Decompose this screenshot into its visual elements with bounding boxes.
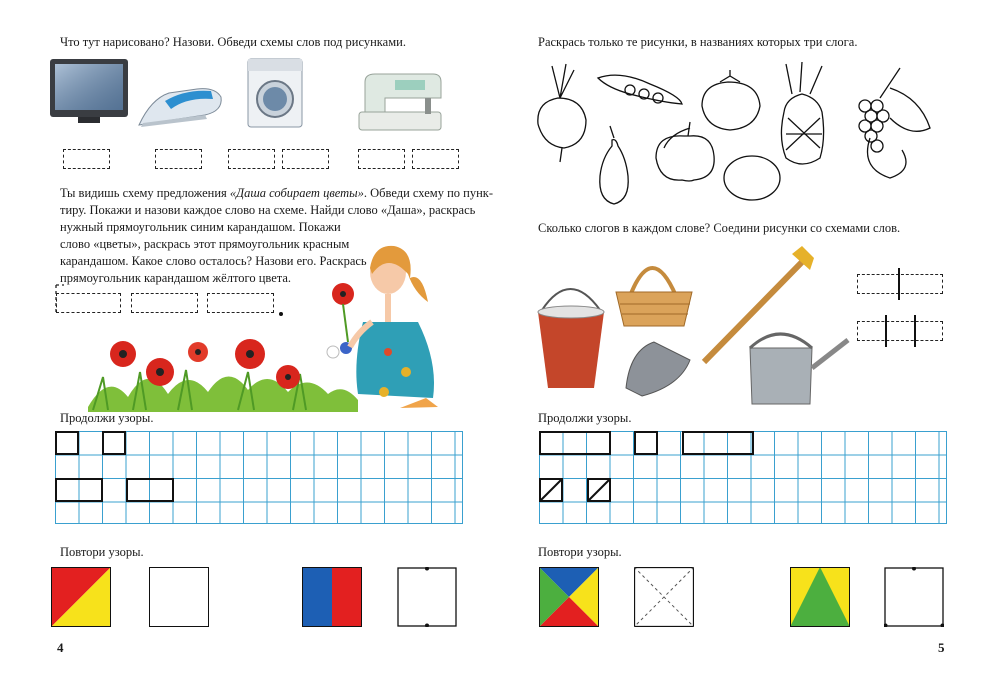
dotted-copy-square[interactable] xyxy=(884,567,944,627)
pear-icon xyxy=(600,126,628,204)
fruit-vegetable-outlines xyxy=(530,58,980,208)
two-syllable-scheme[interactable] xyxy=(857,274,943,294)
tv-icon xyxy=(48,57,130,129)
pattern-cell-rect xyxy=(682,431,754,455)
apple-icon xyxy=(656,122,714,181)
pattern-cell-rect xyxy=(126,478,174,502)
bucket-icon xyxy=(538,289,604,388)
garden-tools-illustration xyxy=(530,240,860,410)
right-repeat-patterns-label: Повтори узоры. xyxy=(538,545,622,559)
pattern-cell-rect xyxy=(55,478,103,502)
green-triangle-yellow-square xyxy=(790,567,850,627)
three-syllable-scheme[interactable] xyxy=(857,321,943,341)
syllable-divider xyxy=(885,315,887,347)
tv-word-scheme[interactable] xyxy=(63,149,110,169)
pattern-cell-rect xyxy=(539,431,611,455)
task2-line2: тиру. Покажи и назови каждое слово на схеме. Найди слово «Даша», раскрась xyxy=(60,203,476,217)
watering-can-icon xyxy=(750,334,848,404)
basket-icon xyxy=(616,268,692,326)
four-triangle-color-square xyxy=(539,567,599,627)
empty-copy-square[interactable] xyxy=(149,567,209,627)
pineapple-icon xyxy=(781,62,823,164)
sewing-machine-icon xyxy=(355,68,445,134)
task2-text-line1-end: . Обведи схему по пунк- xyxy=(363,186,493,200)
right-task2-text: Сколько слогов в каждом слове? Соедини рисунки со схемами слов. xyxy=(538,221,901,235)
beet-icon xyxy=(538,64,586,162)
sewing-machine-scheme-part-1[interactable] xyxy=(358,149,405,169)
task2-line3: нужный прямоугольник синим карандашом. Покажи xyxy=(60,220,341,234)
task2-line4: слово «цветы», раскрась этот прямоугольник красным xyxy=(60,237,350,251)
pattern-cell-square xyxy=(634,431,658,455)
right-page-number: 5 xyxy=(938,640,945,655)
washing-machine-icon xyxy=(246,57,304,129)
left-page-number: 4 xyxy=(57,640,64,655)
left-continue-patterns-label: Продолжи узоры. xyxy=(60,411,154,425)
left-repeat-patterns-label: Повтори узоры. xyxy=(60,545,144,559)
task2-text-start: Ты видишь схему предложения xyxy=(60,186,230,200)
task2-line6: прямоугольник карандашом жёлтого цвета. xyxy=(60,271,292,285)
syllable-divider xyxy=(914,315,916,347)
red-yellow-diagonal-square xyxy=(51,567,111,627)
task2-line5: карандашом. Какое слово осталось? Назови его. Раскрась xyxy=(60,254,367,268)
pea-pod-icon xyxy=(598,75,682,104)
right-continue-patterns-label: Продолжи узоры. xyxy=(538,411,632,425)
dotted-copy-square[interactable] xyxy=(397,567,457,627)
grapes-icon xyxy=(859,68,930,178)
task2-sentence-italic: «Даша собирает цветы» xyxy=(229,186,364,200)
pattern-cell-diagonal xyxy=(587,478,612,503)
pattern-cell-square xyxy=(55,431,79,455)
washing-machine-scheme-part-1[interactable] xyxy=(228,149,275,169)
blue-red-split-square xyxy=(302,567,362,627)
girl-with-flowers-illustration xyxy=(88,222,448,412)
dashed-diagonals-square[interactable] xyxy=(634,567,694,627)
left-task1-text: Что тут нарисовано? Назови. Обведи схемы слов под рисунками. xyxy=(60,35,406,49)
tomato-icon xyxy=(702,70,760,130)
iron-word-scheme[interactable] xyxy=(155,149,202,169)
sewing-machine-scheme-part-2[interactable] xyxy=(412,149,459,169)
iron-icon xyxy=(135,75,227,133)
right-task1-text: Раскрась только те рисунки, в названиях которых три слога. xyxy=(538,35,858,49)
pattern-cell-square xyxy=(102,431,126,455)
pattern-cell-diagonal xyxy=(539,478,564,503)
syllable-divider xyxy=(898,268,900,300)
lemon-icon xyxy=(724,156,780,200)
washing-machine-scheme-part-2[interactable] xyxy=(282,149,329,169)
